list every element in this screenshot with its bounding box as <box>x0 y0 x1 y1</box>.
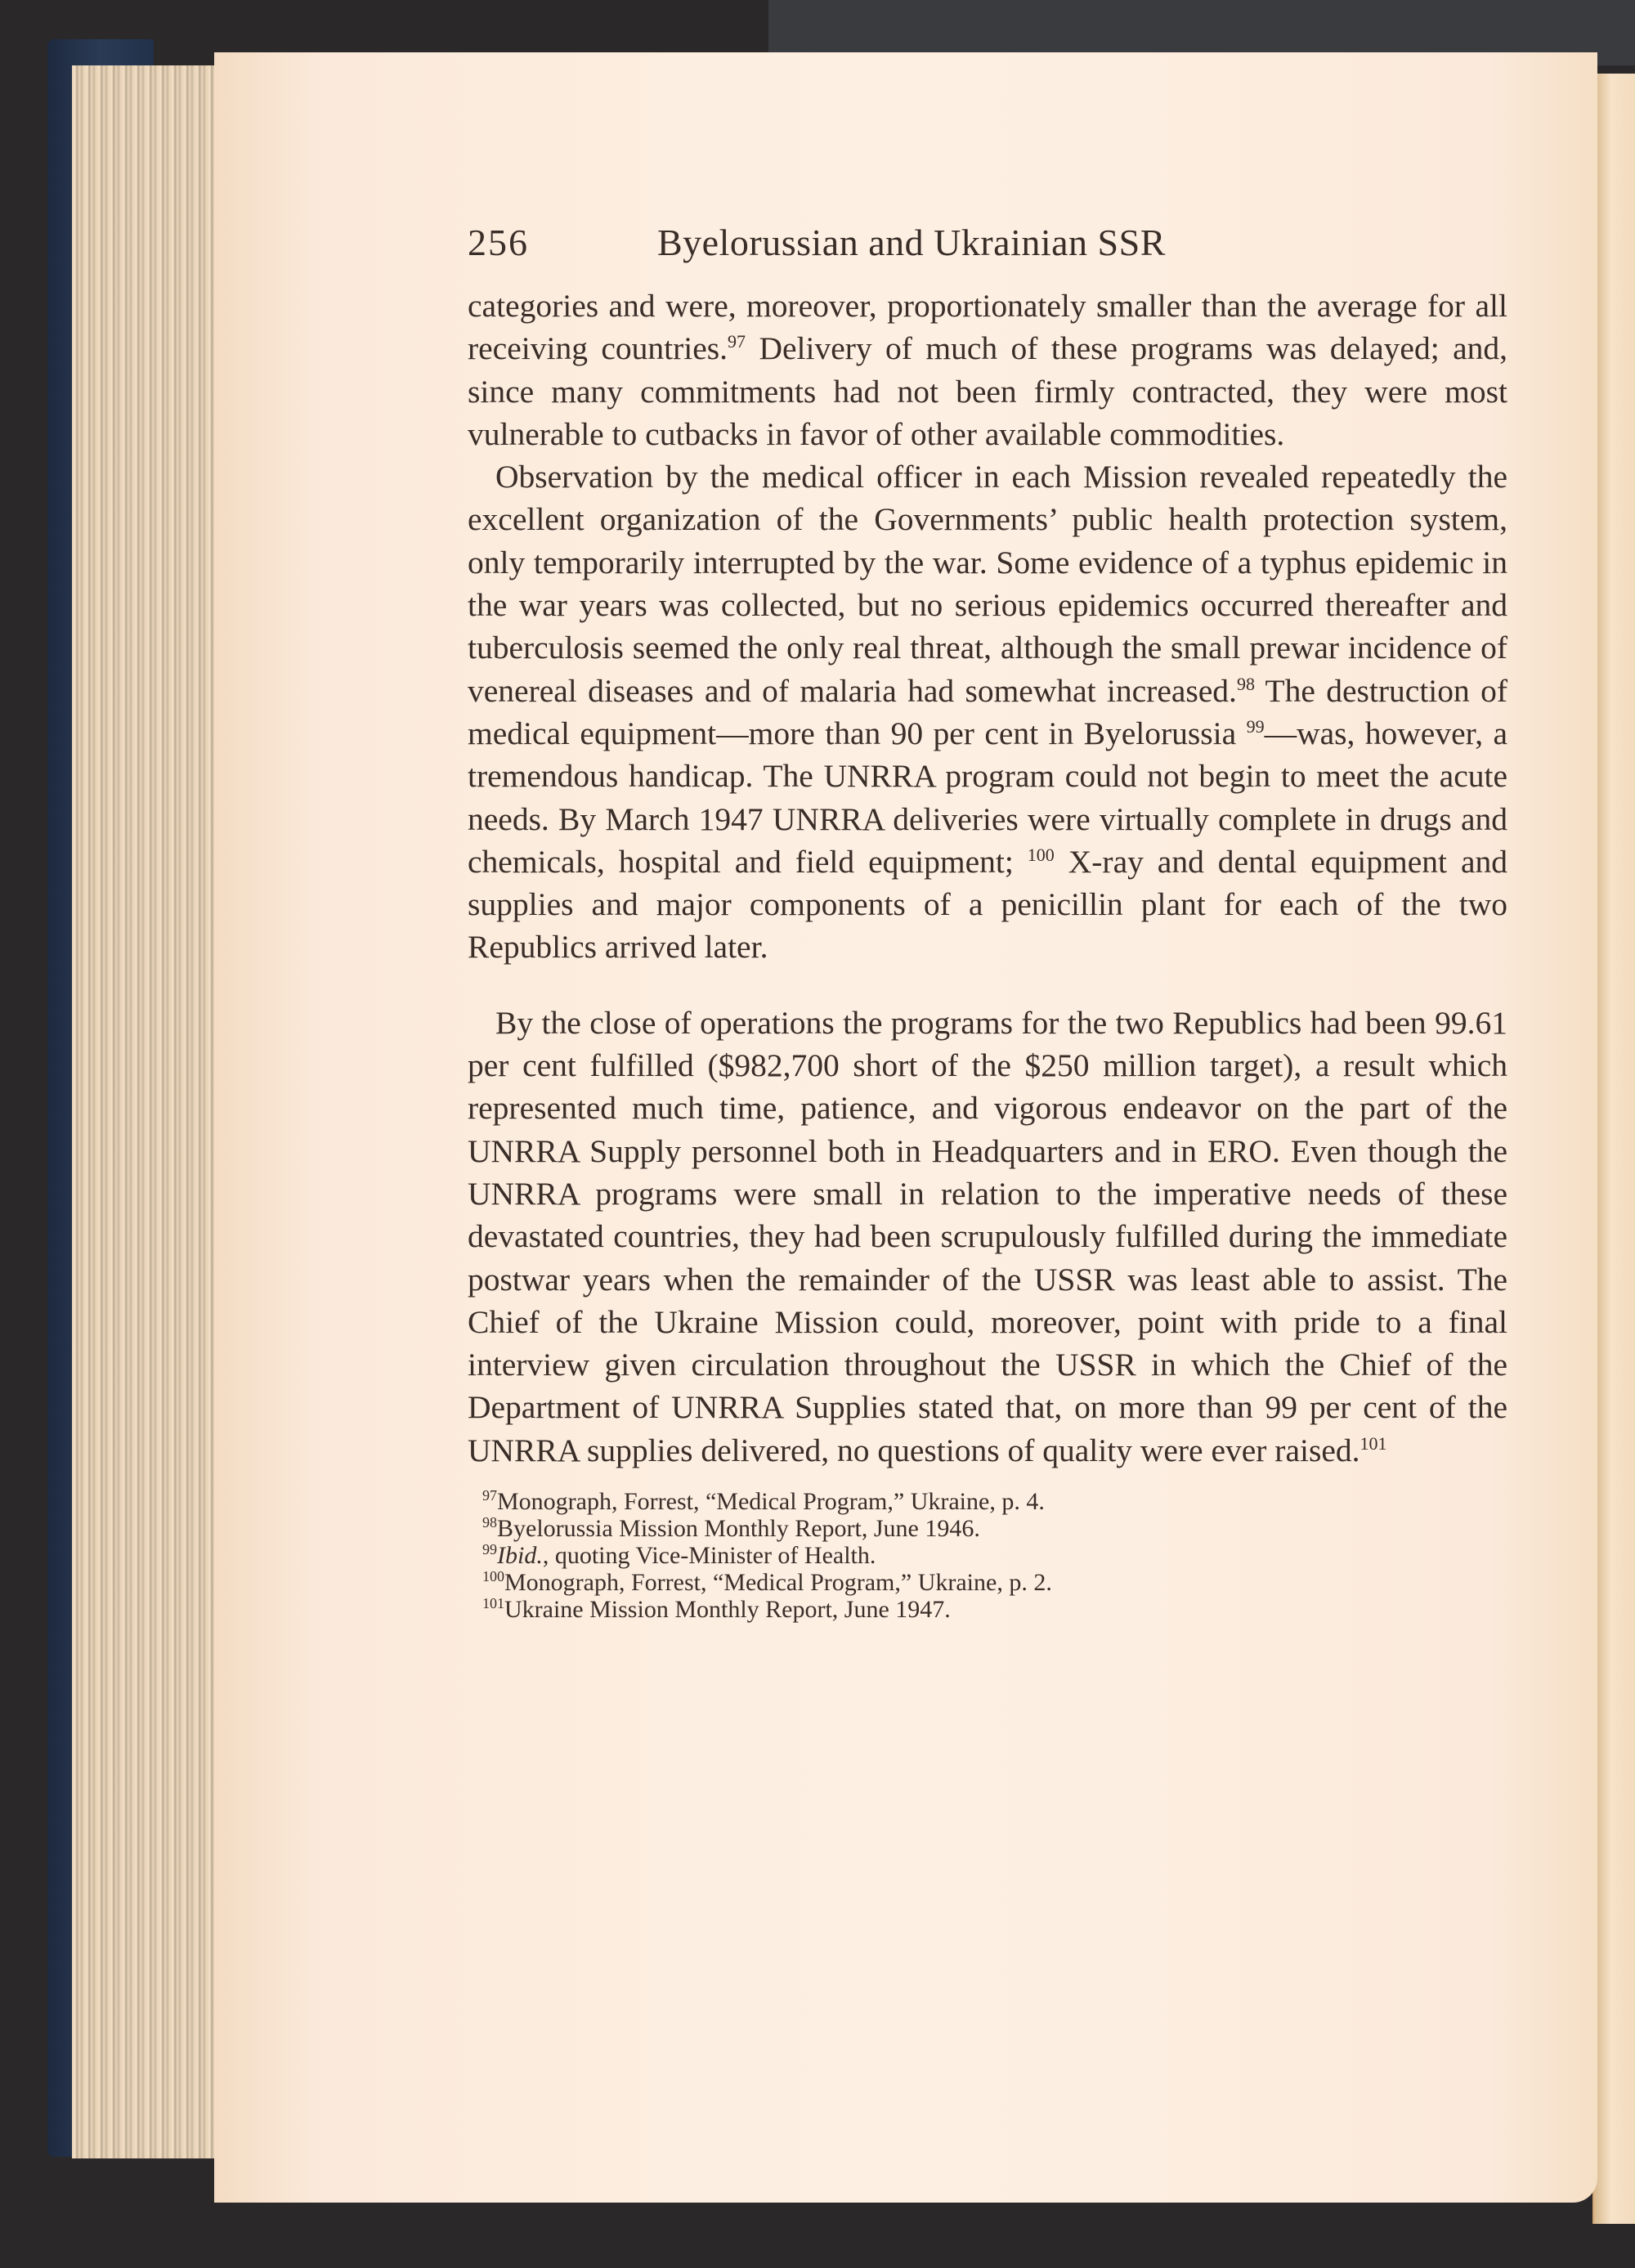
footnote-number: 101 <box>482 1595 504 1612</box>
paragraph-text: Delivery of much of these programs was delayed; and, since many commitments had not been firmly contracted, they were most vulnerable to cutbacks in favor of other available commodities. <box>468 330 1507 452</box>
footnote-text: Monograph, Forrest, “Medical Program,” Ukraine, p. 2. <box>504 1569 1052 1597</box>
paragraph-text: By the close of operations the programs for the two Republics had been 99.61 per cent fulfilled ($982,700 short of the $250 million target), a result which represented much time, patience, and vigorous endeavor on the part of the UNRRA Supply personnel both in Headquarters and in ERO. Even though the UNRRA programs were small in relation to the imperative needs of these devastated countries, they had been scrupulously fulfilled during the immediate postwar years when the remainder of the USSR was least able to assist. The Chief of the Ukraine Mission could, moreover, point with pride to a final interview given circulation throughout the USSR in which the Chief of the Department of UNRRA Supplies stated that, on more than 99 per cent of the UNRRA supplies delivered, no questions of quality were ever raised. <box>468 1004 1507 1468</box>
footnote-italic: Ibid. <box>497 1542 543 1570</box>
footnotes <box>468 1488 1507 1623</box>
paragraph-text: —was, however, a tremendous handicap. The UNRRA program could not begin to meet the acute needs. By March 1947 UNRRA deliveries were virtually complete in drugs and chemicals, hospital and field equipment; <box>468 715 1507 880</box>
footnote-number: 97 <box>482 1487 497 1504</box>
adjacent-page-edge <box>1592 74 1635 2224</box>
page-edges <box>72 65 219 2158</box>
page-number: 256 <box>468 222 529 263</box>
footnote-text: Byelorussia Mission Monthly Report, June 1946. <box>497 1515 980 1543</box>
footnote-text: , quoting Vice-Minister of Health. <box>542 1542 876 1570</box>
footnote-text: Monograph, Forrest, “Medical Program,” Ukraine, p. 4. <box>497 1488 1045 1516</box>
footnote-number: 100 <box>482 1568 504 1585</box>
paragraph-text: categories and were, moreover, proportionately smaller than the average for all receiving countries. <box>468 288 1507 367</box>
footnote <box>482 1488 1507 1515</box>
footnote <box>482 1515 1507 1542</box>
footnote <box>482 1569 1507 1596</box>
running-title: Byelorussian and Ukrainian SSR <box>657 222 1166 263</box>
paragraph-text: X-ray and dental equipment and supplies and major components of a penicillin plant for each of the two Republics arrived later. <box>468 843 1507 966</box>
footnote <box>482 1596 1507 1623</box>
footnote-reference: 101 <box>1360 1432 1387 1454</box>
footnote-number: 98 <box>482 1514 497 1531</box>
paragraph-text: The destruction of medical equipment—more than 90 per cent in Byelorussia <box>468 672 1507 751</box>
paragraph <box>468 285 1507 455</box>
footnote-number: 99 <box>482 1541 497 1558</box>
footnote-reference: 97 <box>728 331 746 352</box>
page-text <box>468 221 1507 1623</box>
footnote-reference: 99 <box>1246 715 1265 737</box>
footnote-reference: 100 <box>1027 844 1055 865</box>
footnote-reference: 98 <box>1236 673 1255 694</box>
paragraph-text: Observation by the medical officer in each Mission revealed repeatedly the excellent organization of the Governments’ public health protection system, only temporarily interrupted by the war. Some evidence of a typhus epidemic in the war years was collected, but no serious epidemics occurred thereafter and tuberculosis seemed the only real threat, although the small prewar incidence of venereal diseases and of malaria had somewhat increased. <box>468 459 1507 709</box>
paragraph <box>468 455 1507 969</box>
footnote <box>482 1542 1507 1569</box>
paragraph <box>468 1002 1507 1472</box>
footnote-text: Ukraine Mission Monthly Report, June 1947. <box>504 1596 951 1624</box>
running-head <box>468 221 1507 270</box>
